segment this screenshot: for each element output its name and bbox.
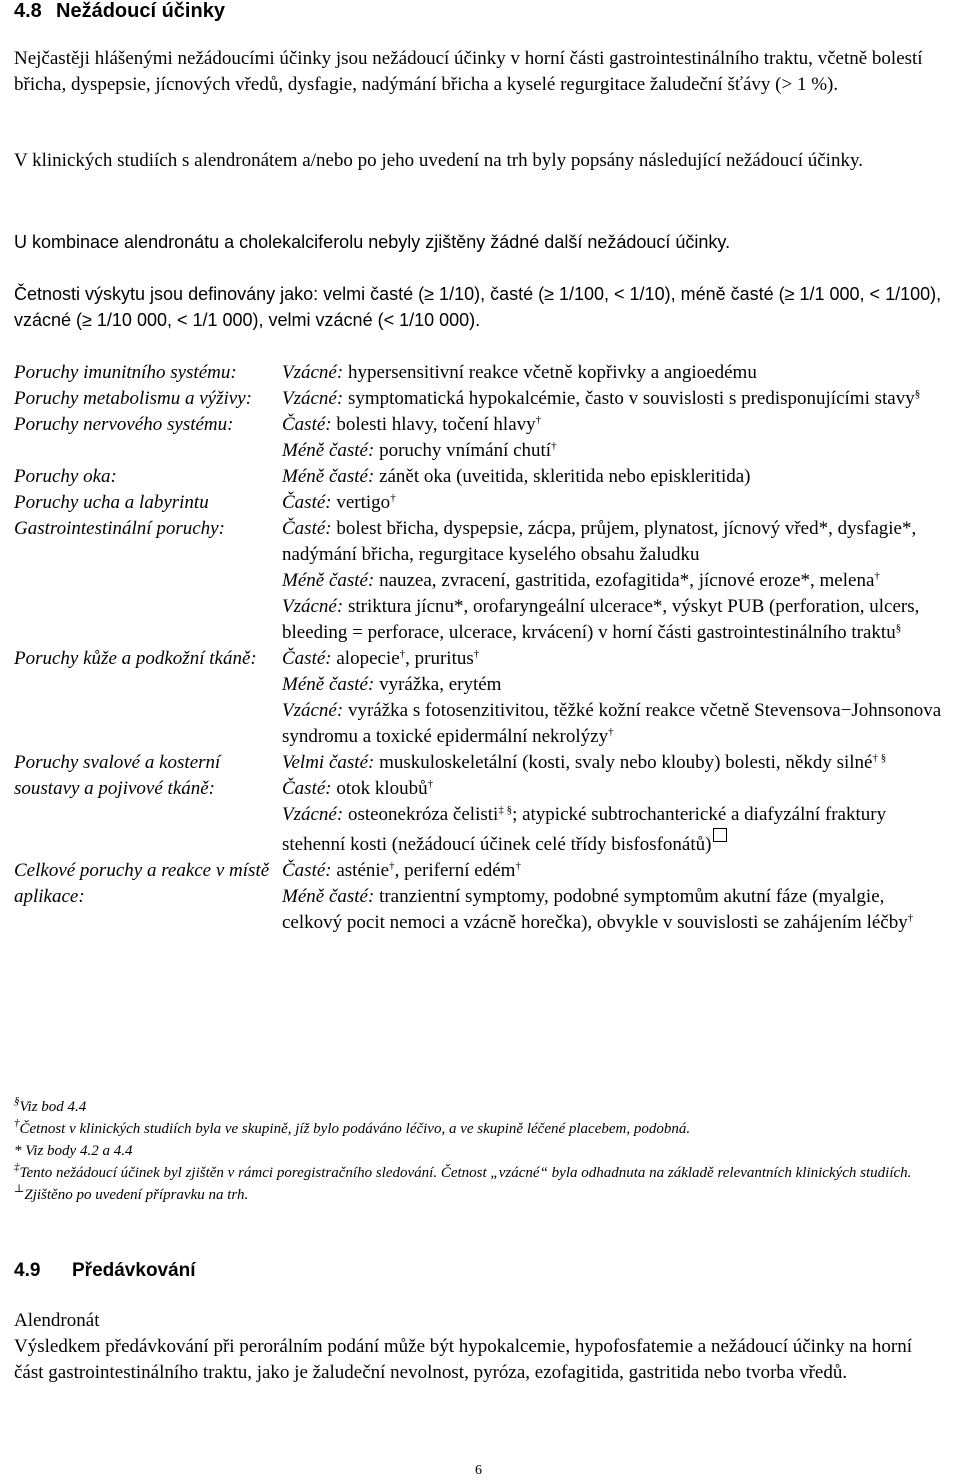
intro-paragraph-1: Nejčastěji hlášenými nežádoucími účinky jsou nežádoucí účinky v horní části gastrointestinálního traktu, včetně bolestí břicha, dyspepsie, jícnových vředů, dysfagie, nadýmání břicha a kyselé regurgitace žaludeční šťávy (> 1 %).: [14, 48, 923, 95]
effect-entry: [282, 568, 944, 594]
effect-entry: [282, 490, 944, 516]
footnote: [14, 1118, 944, 1140]
footnote: [14, 1184, 944, 1206]
frequency-label: Časté:: [282, 778, 332, 799]
frequency-label: Velmi časté:: [282, 752, 375, 773]
organ-class-label: Poruchy svalové a kosterní soustavy a pojivové tkáně:: [14, 752, 221, 799]
effect-text: ; atypické subtrochanterické a diafyzální fraktury stehenní kosti (nežádoucí účinek celé třídy bisfosfonátů): [282, 804, 887, 855]
table-row: [14, 750, 944, 858]
frequency-label: Časté:: [282, 648, 332, 669]
frequency-label: Méně časté:: [282, 570, 375, 591]
footnote-text: Četnost v klinických studiích byla ve skupině, jíž bylo podáváno léčivo, a ve skupině léčené placebem, podobná.: [19, 1121, 691, 1137]
footnote-mark: †: [389, 860, 395, 872]
footnote-mark: † §: [872, 752, 887, 764]
organ-class-label: Poruchy ucha a labyrintu: [14, 492, 209, 513]
table-row: [14, 412, 944, 464]
table-row: [14, 646, 944, 750]
footnote-mark: ⊥: [14, 1183, 25, 1195]
intro-paragraph-2: V klinických studiích s alendronátem a/nebo po jeho uvedení na trh byly popsány následující nežádoucí účinky.: [14, 150, 863, 171]
effect-entry: [282, 672, 944, 698]
organ-class-label: Poruchy metabolismu a výživy:: [14, 388, 252, 409]
footnote-mark: †: [874, 570, 880, 582]
effect-entry: [282, 646, 944, 672]
effect-entry: [282, 412, 944, 438]
footnote-text: * Viz body 4.2 a 4.4: [14, 1143, 133, 1159]
organ-class-label: Celkové poruchy a reakce v místě aplikace:: [14, 860, 270, 907]
overdose-subtitle: Alendronát: [14, 1310, 100, 1331]
effect-text: vyrážka, erytém: [374, 674, 502, 695]
footnote: [14, 1140, 944, 1162]
table-row: [14, 516, 944, 646]
effect-entry: [282, 858, 944, 884]
footnote-mark: †: [608, 726, 614, 738]
effect-entry: [282, 594, 944, 646]
effect-entry: [282, 464, 944, 490]
effect-entry: [282, 516, 944, 568]
effect-text: symptomatická hypokalcémie, často v souvislosti s predisponujícími stavy: [343, 388, 915, 409]
footnote-mark: §: [914, 388, 921, 400]
organ-class-label: Poruchy kůže a podkožní tkáně:: [14, 648, 257, 669]
footnote-mark: ‡: [14, 1161, 20, 1173]
effect-text: vertigo: [331, 492, 391, 513]
frequency-label: Vzácné:: [282, 596, 344, 617]
effect-text: bolesti hlavy, točení hlavy: [331, 414, 536, 435]
footnote-mark: †: [907, 912, 914, 924]
effect-text: hypersensitivní reakce včetně kopřivky a angioedému: [343, 362, 757, 383]
section-heading-overdose: [14, 1258, 196, 1284]
effect-text: nauzea, zvracení, gastritida, ezofagitida*, jícnové eroze*, melena: [374, 570, 875, 591]
footnote-text: Zjištěno po uvedení přípravku na trh.: [24, 1187, 249, 1203]
frequency-definition: Četnosti výskytu jsou definovány jako: velmi časté (≥ 1/10), časté (≥ 1/100, < 1/10), méně časté (≥ 1/1 000, < 1/100), vzácné (≥ 1/10 000, < 1/1 000), velmi vzácné (< 1/10 000).: [14, 284, 942, 330]
effects-cell: [282, 464, 944, 490]
footnote-mark: ‡ §: [498, 804, 513, 816]
frequency-label: Méně časté:: [282, 674, 375, 695]
effect-text: zánět oka (uveitida, skleritida nebo episkleritida): [374, 466, 751, 487]
page-number: 6: [475, 1463, 482, 1478]
effect-text: osteonekróza čelisti: [343, 804, 499, 825]
footnotes: [14, 1096, 944, 1206]
footnote-mark: †: [535, 414, 542, 426]
organ-class-label: Gastrointestinální poruchy:: [14, 518, 225, 539]
footnote-mark: †: [399, 648, 406, 660]
table-row: [14, 360, 944, 386]
effect-text: bolest břicha, dyspepsie, zácpa, průjem, plynatost, jícnový vřed*, dysfagie*, nadýmání břicha, regurgitace kyselého obsahu žaludku: [282, 518, 917, 565]
effects-cell: [282, 490, 944, 516]
frequency-label: Méně časté:: [282, 440, 375, 461]
footnote: [14, 1162, 944, 1184]
frequency-label: Časté:: [282, 492, 332, 513]
effect-text: , pruritus: [405, 648, 474, 669]
effect-text: alopecie: [331, 648, 400, 669]
effect-text: striktura jícnu*, orofaryngeální ulcerace*, výskyt PUB (perforation, ulcers, bleeding = perforace, ulcerace, krvácení) v horní části gastrointestinálního traktu: [282, 596, 920, 643]
footnote-mark: †: [390, 492, 396, 504]
effect-entry: [282, 750, 944, 776]
table-row: [14, 464, 944, 490]
frequency-label: Méně časté:: [282, 466, 375, 487]
effects-cell: [282, 858, 944, 936]
frequency-label: Časté:: [282, 860, 332, 881]
effect-entry: [282, 438, 944, 464]
frequency-label: Časté:: [282, 518, 332, 539]
footnote: [14, 1096, 944, 1118]
table-row: [14, 490, 944, 516]
section-heading: [14, 0, 225, 24]
table-row: [14, 386, 944, 412]
effects-cell: [282, 646, 944, 750]
footnote-mark: †: [551, 440, 557, 452]
footnote-mark: †: [14, 1117, 20, 1129]
effects-cell: [282, 412, 944, 464]
effect-entry: [282, 386, 944, 412]
effect-entry: [282, 802, 944, 858]
effect-entry: [282, 360, 944, 386]
footnote-text: Viz bod 4.4: [19, 1099, 87, 1115]
frequency-label: Méně časté:: [282, 886, 375, 907]
footnote-text: Tento nežádoucí účinek byl zjištěn v rámci poregistračního sledování. Četnost „vzácné“ byla odhadnuta na základě relevantních klinických studiích.: [19, 1165, 912, 1181]
frequency-label: Časté:: [282, 414, 332, 435]
intro-paragraph-3: U kombinace alendronátu a cholekalciferolu nebyly zjištěny žádné další nežádoucí účinky.: [14, 232, 731, 252]
effect-text: , periferní edém: [394, 860, 516, 881]
organ-class-label: Poruchy nervového systému:: [14, 414, 234, 435]
overdose-text: Výsledkem předávkování při perorálním podání může být hypokalcemie, hypofosfatemie a nežádoucí účinky na horní část gastrointestinálního traktu, jako je žaludeční nevolnost, pyróza, ezofagitida, gastritida nebo tvorba vředů.: [14, 1336, 912, 1383]
organ-class-label: Poruchy oka:: [14, 466, 117, 487]
section-number: 4.9: [14, 1260, 41, 1281]
footnote-mark: †: [473, 648, 480, 660]
effect-text: otok kloubů: [331, 778, 428, 799]
effect-entry: [282, 884, 944, 936]
effect-entry: [282, 698, 944, 750]
effect-entry: [282, 776, 944, 802]
footnote-mark: †: [515, 860, 521, 872]
effects-cell: [282, 750, 944, 858]
effects-cell: [282, 386, 944, 412]
footnote-mark: §: [14, 1095, 20, 1107]
section-number: 4.8: [14, 0, 42, 22]
organ-class-label: Poruchy imunitního systému:: [14, 362, 237, 383]
effect-text: muskuloskeletální (kosti, svaly nebo klouby) bolesti, někdy silné: [374, 752, 873, 773]
effect-text: vyrážka s fotosenzitivitou, těžké kožní reakce včetně Stevensova−Johnsonova syndromu a toxické epidermální nekrolýzy: [282, 700, 942, 747]
footnote-mark: †: [427, 778, 434, 790]
effect-text: poruchy vnímání chutí: [374, 440, 552, 461]
adverse-effects-table: [14, 360, 944, 936]
section-title: Nežádoucí účinky: [56, 0, 225, 22]
effects-cell: [282, 360, 944, 386]
frequency-label: Vzácné:: [282, 362, 344, 383]
box-symbol: [713, 828, 727, 842]
section-title: Předávkování: [72, 1260, 196, 1281]
effects-cell: [282, 516, 944, 646]
effect-text: asténie: [331, 860, 390, 881]
frequency-label: Vzácné:: [282, 804, 344, 825]
frequency-label: Vzácné:: [282, 700, 344, 721]
table-row: [14, 858, 944, 936]
effect-text: tranzientní symptomy, podobné symptomům akutní fáze (myalgie, celkový pocit nemoci a vzácně horečka), obvykle v souvislosti se zahájením léčby: [282, 886, 908, 933]
frequency-label: Vzácné:: [282, 388, 344, 409]
footnote-mark: §: [895, 622, 902, 634]
